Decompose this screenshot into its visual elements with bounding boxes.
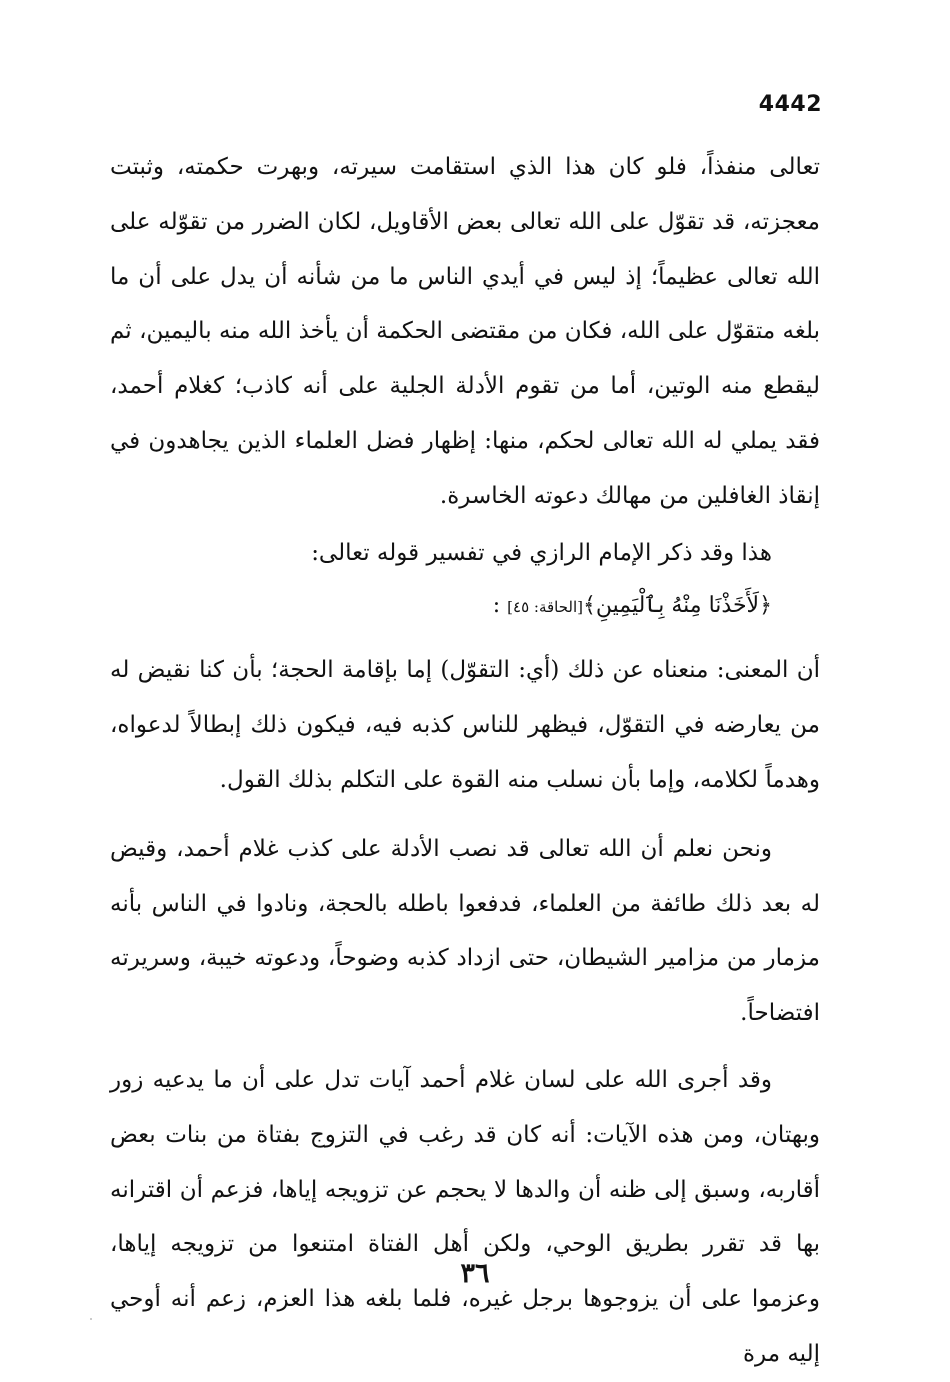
document-id: 4442 [758,92,822,117]
paragraph-2 [110,822,820,1041]
scan-speck [90,1318,92,1320]
verse-colon: : [492,593,501,619]
body-text [110,140,820,1382]
verse-reference: [الحاقة: ٤٥] [507,598,584,617]
page-number: ٣٦ [460,1258,490,1289]
paragraph-2-text: ونحن نعلم أن الله تعالى قد نصب الأدلة على كذب غلام أحمد، وقيض له بعد ذلك طائفة من العلماء، فدفعوا باطله بالحجة، ونادوا في الناس بأنه مزمار من مزامير الشيطان، حتى ازداد كذبه وضوحاً، ودعوته خيبة، وسريرته افتضاحاً. [110,835,820,1027]
paragraph-3-text: وقد أجرى الله على لسان غلام أحمد آيات تدل على أن ما يدعيه زور وبهتان، ومن هذه الآيات: أنه كان قد رغب في التزوج بفتاة من بنات بعض أقاربه، وسبق إلى ظنه أن والدها لا يحجم عن تزويجه إياها، فزعم أن اقترانه بها قد تقرر بطريق الوحي، ولكن أهل الفتاة امتنعوا من تزويجه إياها، وعزموا على أن يزوجوها برجل غيره، فلما بلغه هذا العزم، زعم أنه أوحي إليه مرة [110,1066,820,1367]
quran-verse [110,580,772,633]
paragraph-1: تعالى منفذاً، فلو كان هذا الذي استقامت سيرته، وبهرت حكمته، وثبتت معجزته، قد تقوّل على الله تعالى بعض الأقاويل، لكان الضرر من تقوّله على الله تعالى عظيماً؛ إذ ليس في أيدي الناس ما من شأنه أن يدل على أن ما بلغه متقوّل على الله، فكان من مقتضى الحكمة أن يأخذ الله منه باليمين، ثم ليقطع منه الوتين، أما من تقوم الأدلة الجلية على أنه كاذب؛ كغلام أحمد، فقد يملي له الله تعالى لحكم، منها: إظهار فضل العلماء الذين يجاهدون في إنقاذ الغافلين من مهالك دعوته الخاسرة. [110,154,820,509]
quote-intro: هذا وقد ذكر الإمام الرازي في تفسير قوله تعالى: [311,539,772,566]
verse-text: ﴿لَأَخَذْنَا مِنْهُ بِٱلْيَمِينِ﴾ [583,593,772,619]
paragraph-3 [110,1053,820,1382]
paragraph-meaning: أن المعنى: منعناه عن ذلك (أي: التقوّل) إما بإقامة الحجة؛ بأن كنا نقيض له من يعارضه في التقوّل، فيظهر للناس كذبه فيه، فيكون ذلك إبطالاً لدعواه، وهدماً لكلامه، وإما بأن نسلب منه القوة على التكلم بذلك القول. [110,657,820,793]
